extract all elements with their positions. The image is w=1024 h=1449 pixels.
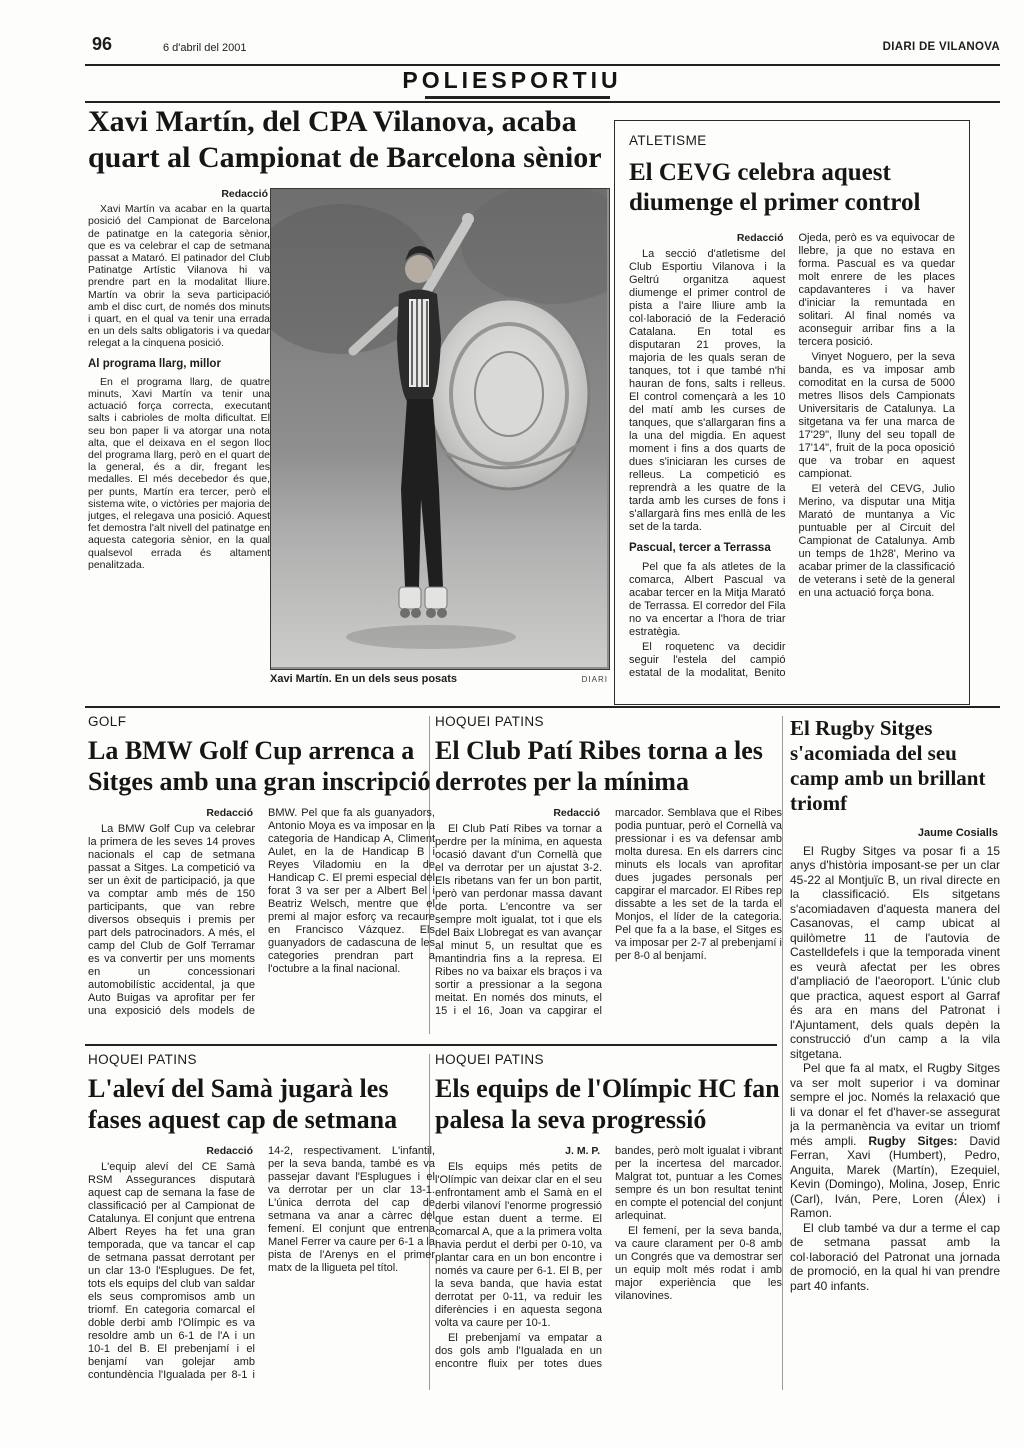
photo-caption-row [270, 673, 608, 685]
ribes-paragraph: El Club Patí Ribes va tornar a perdre per la mínima, en aquesta ocasió davant d'un Cornellà que el va derrotar per un ajustat 3-2. Els ribetans van fer un bon partit, però van perdonar massa davant de porta. L'encontre va ser sempre molt igualat, tot i que els del Baix Llobregat es van avançar al minut 5, un resultat que es mantindria fins a la represa. El Ribes no va baixar els braços i va sortir a pressionar a la segona meitat. En només dos minuts, el 15 i el 16, Joan va capgirar el marcador. Semblava que el Ribes podia puntuar, però el Cornellà va pressionar i es va defensar amb molta duresa. En els darrers cinc minuts els locals van aprofitar dues jugades personals per capgirar el marcador. El Ribes rep dissabte a les set de la tarda el Monjos, el líder de la categoria. Pel que fa a la base, el Sitges es va imposar per 2-7 al prebenjamí i per 8-0 al benjamí. [435, 807, 782, 1017]
atletisme-body [629, 232, 955, 684]
atletisme-paragraph: Vinyet Noguero, per la seva banda, es va imposar amb comoditat en la cursa de 5000 metres llisos dels Campionats Universitaris de Catalunya. La sitgetana va fer una marca de 17'29", lluny del seu topall de 17'14", fruit de la poca oposició que va trobar en aquest campionat. [798, 351, 955, 480]
olimpic-headline: Els equips de l'Olímpic HC fan palesa la seva progressió [435, 1074, 780, 1134]
lead-byline: Redacció [221, 188, 268, 200]
page-number: 96 [92, 34, 113, 54]
olimpic-paragraph: Els equips més petits de l'Olímpic van deixar clar en el seu enfrontament amb el Samà en el derbi vilanoví l'enorme progressió que estan duent a terme. El comarcal A, que a la primera volta havia perdut el derbi per 0-10, va plantar cara en un bon encontre i només va caure per 6-1. El B, per la seva banda, que havia estat derrotat per 0-11, va reduir les diferències i en aquesta segona volta va caure per 10-1. [435, 1161, 602, 1329]
ribes-body [435, 807, 782, 1029]
olimpic-paragraph: El femení, per la seva banda, va caure clarament per 0-8 amb un Congrés que va demostrar ser un equip molt més rodat i amb major experiència que les vilanovines. [615, 1225, 782, 1302]
ribes-byline: Redacció [553, 807, 600, 819]
header-rule-bottom [85, 101, 1000, 103]
lead-body [88, 188, 270, 702]
drum-shape [429, 299, 589, 489]
section-title-underline [425, 96, 610, 99]
rugby-byline: Jaume Cosialls [917, 827, 998, 839]
rugby-paragraph: El club també va dur a terme el cap de setmana passat amb la col·laboració del Patronat una jornada de promoció, en la qual hi van prendre part 40 infants. [790, 1220, 1000, 1293]
rugby-headline: El Rugby Sitges s'acomiada del seu camp amb un brillant triomf [790, 716, 986, 815]
atletisme-kicker: ATLETISME [629, 133, 707, 148]
article-golf [88, 714, 435, 1029]
atletisme-subhead: Pascual, tercer a Terrassa [629, 542, 771, 554]
header-rule-top [85, 64, 1000, 66]
atletisme-paragraph: La secció d'atletisme del Club Esportiu Vilanova i la Geltrú organitza aquest diumenge el primer control de pista a l'aire lliure amb la col·laboració de la Federació Catalana. En total es disputaran 21 proves, la majoria de les quals seran de tanques, tot i que també n'hi hauran de fons, salts i relleus. El control començarà a les 10 del matí amb les curses de tanques, que s'allargaran fins a la una del migdia. En aquest moment i fins a dos quarts de dues s'iniciaran les curses de relleus. La competició es reprendrà a les quatre de la tarda amb les curses de fons i s'allargarà fins mes enllà de les set de la tarda. [629, 248, 786, 533]
golf-byline: Redacció [206, 807, 253, 819]
lead-subhead: Al programa llarg, millor [88, 357, 221, 370]
sama-body [88, 1145, 435, 1383]
atletisme-paragraph: El veterà del CEVG, Julio Merino, va disputar una Mitja Marató de muntanya a Vic puntuable per al Circuit del Campionat de Catalunya. Amb un temps de 1h28', Merino va acabar primer de la classificació de veterans i setè de la general en una actuació força bona. [798, 483, 955, 599]
lead-photo [270, 188, 610, 670]
atletisme-paragraph: Pel que fa als atletes de la comarca, Albert Pascual va acabar tercer en la Mitja Marató de Terrassa. El corredor del Fila no va encertar a l'hora de triar estratègia. [629, 561, 786, 638]
atletisme-headline: El CEVG celebra aquest diumenge el primer control [629, 159, 921, 216]
bottom-separator-rule [85, 1044, 777, 1046]
olimpic-paragraph: El prebenjamí va empatar a dos gols amb l'Igualada en un encontre fluix per totes dues bandes, però molt igualat i vibrant per la incertesa del marcador. Malgrat tot, puntuar a les Comes sempre és un bon resultat tenint en compte el potencial del conjunt arlequinat. [435, 1145, 782, 1370]
golf-body [88, 807, 435, 1029]
photo-caption: Xavi Martín. En un dels seus posats [270, 673, 458, 685]
rugby-body [790, 826, 1000, 1356]
rugby-roster: David Ferran, Xavi (Humbert), Pedro, Anguita, Marek (Martín), Ezequiel, Kevin (Domingo), Molina, Josep, Enric (Carl), Iván, Pere, Loren (Álex) i Ramon. [790, 1133, 1000, 1220]
sama-byline: Redacció [206, 1145, 253, 1157]
golf-paragraph: La BMW Golf Cup va celebrar la primera de les seves 14 proves nacionals el cap de setmana passat a Sitges. La competició va ser un èxit de participació, ja que va comptar amb més de 150 participants, que van rebre diversos obsequis i premis per part dels patrocinadors. A més, el camp del Club de Golf Terramar es va convertir per uns moments en un concessionari automobilístic accidental, ja que Auto Buigas va aprofitar per fer una exposició dels models de BMW. Pel que fa als guanyadors, Antonio Moya es va imposar en la categoria de Handicap A, Climent Aulet, en la de Handicap B i Reyes Viladomiu en la de Handicap C. El premi especial del forat 3 va ser per a Albert Bel i Beatriz Welsch, mentre que el premi al major esforç va recaure en Francisco Vázquez. Els guanyadors de cadascuna de les categories prendran part a l'octubre a la final nacional. [88, 807, 435, 1017]
article-sama [88, 1052, 435, 1383]
lead-paragraph: Xavi Martín va acabar en la quarta posició del Campionat de Barcelona de patinatge en la categoria sènior, que es va celebrar el cap de setmana passat a Mataró. El patinador del Club Patinatge Artístic Vilanova hi va prendre part en la modalitat lliure. Martín va obrir la seva participació amb el disc curt, de només dos minuts i quart, en el qual va tenir una errada en un dels salts obligatoris i va quedar relegat a la cinquena posició. [88, 203, 270, 350]
olimpic-byline: J. M. P. [565, 1145, 600, 1157]
article-ribes [435, 714, 782, 1029]
rugby-paragraph [790, 1061, 1000, 1221]
rugby-text: Pel que fa al matx, el Rugby Sitges va ser molt superior i va dominar sempre el joc. Només la relaxació que li va donar el fet d'haver-se assegurat ja la permanència va evitar un triomf més ampli. [790, 1061, 1000, 1148]
mid-separator-rule [85, 706, 1000, 708]
ribes-kicker: HOQUEI PATINS [435, 714, 544, 729]
article-rugby [790, 714, 1000, 1356]
rugby-roster-label: Rugby Sitges: [868, 1133, 958, 1148]
rugby-paragraph: El Rugby Sitges va posar fi a 15 anys d'història imposant-se per un clar 45-22 al Montjuïc B, un rival directe en la classificació. Els sitgetans s'acomiadaven d'aquesta manera del Casanovas, el camp ubicat al quilòmetre 11 de l'autovia de Castelldefels i que la temporada vinent es veurà afectat per les obres d'ampliació de l'aeoroport. L'únic club que practica, aquest esport al Garraf és ara en mans del Patronat i l'Ajuntament, dels quals depèn la construcció d'un camp a la vila sitgetana. [790, 843, 1000, 1061]
sama-kicker: HOQUEI PATINS [88, 1052, 197, 1067]
lead-paragraph: En el programa llarg, de quatre minuts, Xavi Martín va tenir una actuació força correcta, executant salts i cabrioles de molta dificultat. El seu bon paper li va atorgar una nota alta, que el deixava en el segon lloc del programa llarg, però en el quart de la general, és a dir, fregant les medalles. El més decebedor és que, per punts, Martín era tercer, però el sistema wite, o victòries per majoria de jutges, el relegava una posició. Aquest fet demostra l'alt nivell del patinatge en aquesta categoria sènior, en la qual qualsevol errada és altament penalitzada. [88, 375, 270, 571]
sama-paragraph: L'equip aleví del CE Samà RSM Assegurances disputarà aquest cap de semana la fase de classificació per al Campionat de Catalunya. El conjunt que entrena Albert Reyes ha fet una gran temporada, que va tancar el cap de setmana passat derrotant per un clar 13-0 l'Esplugues. De fet, tots els equips del club van saldar els seus compromisos amb un triomf. En categoria comarcal el doble derbi amb l'Olímpic es va resoldre amb un 6-1 de l'A i un 10-1 del B. El prebenjamí i el benjamí van golejar amb contundència l'Igualada per 8-1 i 14-2, respectivament. L'infantil, per la seva banda, també es va passejar davant l'Esplugues i el va derrotar per un clar 13-1. L'única derrota del cap de setmana va anar a càrrec del femení. El conjunt que entrena Manel Ferrer va caure per 6-1 a la pista de l'Arenys en el primer matx de la lligueta pel títol. [88, 1145, 435, 1381]
photo-credit: DIARI [581, 675, 608, 684]
sama-headline: L'aleví del Samà jugarà les fases aquest cap de setmana [88, 1074, 398, 1134]
golf-kicker: GOLF [88, 714, 127, 729]
page-date: 6 d'abril del 2001 [163, 42, 247, 54]
atletisme-byline: Redacció [736, 232, 784, 244]
masthead: DIARI DE VILANOVA [882, 41, 1000, 53]
atletisme-paragraph: El roquetenc va decidir seguir l'estela del campió estatal de la modalitat, Benito Ojeda, però es va equivocar de llebre, ja que no estava en forma. Pascual es va quedar molt enrere de les places capdavanteres i va haver d'iniciar la remuntada en solitari. Al final només va aconseguir arribar fins a la tercera posició. [629, 232, 955, 679]
column-divider [782, 716, 783, 1390]
article-atletisme [614, 120, 970, 705]
olimpic-body [435, 1145, 782, 1383]
lead-headline: Xavi Martín, del CPA Vilanova, acaba quart al Campionat de Barcelona sènior [88, 105, 602, 174]
section-title: POLIESPORTIU [402, 67, 622, 93]
golf-headline: La BMW Golf Cup arrenca a Sitges amb una gran inscripció [88, 736, 431, 796]
olimpic-kicker: HOQUEI PATINS [435, 1052, 544, 1067]
ribes-headline: El Club Patí Ribes torna a les derrotes per la mínima [435, 736, 763, 796]
article-olimpic [435, 1052, 782, 1383]
